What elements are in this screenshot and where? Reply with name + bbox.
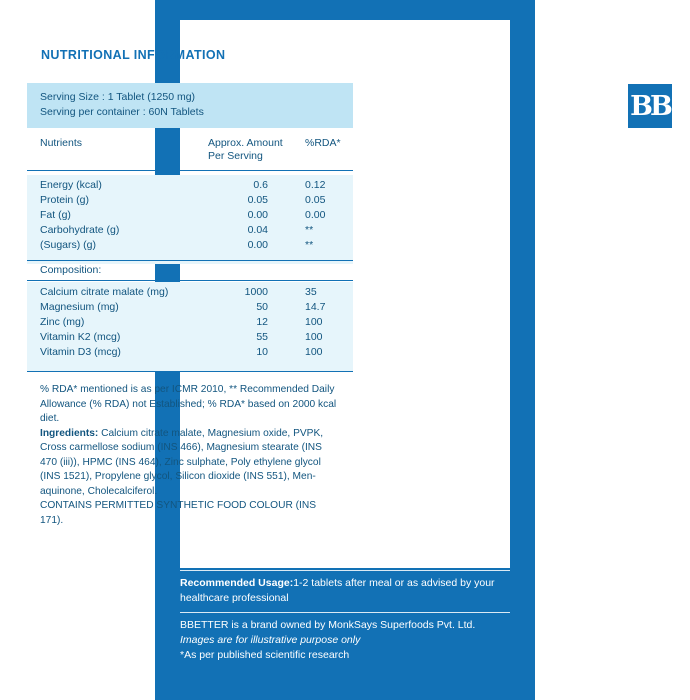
row-nutrient-name: Calcium citrate malate (mg) (40, 286, 169, 298)
research-line: *As per published scientific research (180, 649, 350, 661)
row-nutrient-name: Energy (kcal) (40, 179, 102, 191)
row-amount: 0.00 (247, 239, 268, 251)
usage-label: Recommended Usage: (180, 577, 294, 589)
row-amount: 0.05 (247, 194, 268, 206)
table-row (27, 239, 353, 254)
nutrients-rows (27, 175, 353, 264)
images-line: Images are for illustrative purpose only (180, 634, 361, 646)
column-header-amount (208, 137, 283, 163)
row-rda: 100 (305, 316, 323, 328)
table-row (27, 179, 353, 194)
ingredients-paragraph (40, 427, 340, 500)
bottom-rule (27, 371, 353, 372)
serving-size-text: Serving Size : 1 Tablet (1250 mg) (40, 91, 196, 103)
composition-label: Composition: (40, 264, 102, 276)
ingredients-text: Calcium citrate malate, Magnesium oxide, PVPK, Cross carmellose sodium (INS 466), Magnesium stearate (INS 470 (iii)), HPMC (INS 464), Zinc sulphate, Poly ethylene glycol (INS 1521), Propylene glycol, Silicon dioxide (INS 551), Men-aquinone, Cholecalciferol. (40, 427, 324, 497)
footer-divider-top (180, 570, 510, 571)
brand-line: BBETTER is a brand owned by MonkSays Superfoods Pvt. Ltd. (180, 619, 476, 631)
table-row (27, 286, 353, 301)
row-rda: 0.05 (305, 194, 326, 206)
row-amount: 10 (256, 346, 268, 358)
row-rda: ** (305, 239, 314, 251)
colour-note: CONTAINS PERMITTED SYNTHETIC FOOD COLOUR (INS 171). (40, 500, 317, 526)
table-row (27, 301, 353, 316)
row-rda: ** (305, 224, 314, 236)
usage-paragraph (180, 576, 520, 606)
footer-divider-bottom (180, 612, 510, 613)
row-nutrient-name: Carbohydrate (g) (40, 224, 120, 236)
composition-rows (27, 282, 353, 371)
row-amount: 0.6 (253, 179, 268, 191)
ingredients-label: Ingredients: (40, 427, 99, 439)
row-rda: 0.00 (305, 209, 326, 221)
row-nutrient-name: Magnesium (mg) (40, 301, 119, 313)
table-row (27, 316, 353, 331)
table-row (27, 209, 353, 224)
composition-rule-2 (27, 280, 353, 281)
row-nutrient-name: Vitamin K2 (mcg) (40, 331, 121, 343)
row-amount: 0.00 (247, 209, 268, 221)
row-nutrient-name: Protein (g) (40, 194, 90, 206)
composition-rule (27, 260, 353, 261)
row-amount: 50 (256, 301, 268, 313)
table-row (27, 346, 353, 361)
footer-brand-block (180, 618, 520, 663)
column-header-amount-line2: Per Serving (208, 150, 263, 162)
header-rule (27, 170, 353, 171)
row-rda: 100 (305, 346, 323, 358)
row-nutrient-name: Zinc (mg) (40, 316, 85, 328)
page-title: NUTRITIONAL INFORMATION (41, 48, 226, 62)
row-rda: 35 (305, 286, 317, 298)
column-header-nutrients: Nutrients (40, 137, 83, 149)
serving-info-text (40, 90, 204, 120)
notes-block (40, 383, 340, 528)
rda-note: % RDA* mentioned is as per ICMR 2010, ** Recommended Daily Allowance (% RDA) not Established; % RDA* based on 2000 kcal diet. (40, 384, 337, 424)
table-row (27, 194, 353, 209)
row-nutrient-name: Fat (g) (40, 209, 71, 221)
row-rda: 0.12 (305, 179, 326, 191)
serving-per-container-text: Serving per container : 60N Tablets (40, 106, 204, 118)
row-rda: 100 (305, 331, 323, 343)
row-amount: 1000 (244, 286, 268, 298)
column-header-rda: %RDA* (305, 137, 341, 149)
row-amount: 55 (256, 331, 268, 343)
table-row (27, 224, 353, 239)
row-amount: 0.04 (247, 224, 268, 236)
bbetter-logo: BB (628, 84, 672, 128)
row-nutrient-name: Vitamin D3 (mcg) (40, 346, 121, 358)
row-nutrient-name: (Sugars) (g) (40, 239, 97, 251)
table-row (27, 331, 353, 346)
column-header-amount-line1: Approx. Amount (208, 137, 283, 149)
row-rda: 14.7 (305, 301, 326, 313)
row-amount: 12 (256, 316, 268, 328)
usage-text: 1-2 tablets after meal or as advised by your healthcare professional (180, 577, 495, 604)
